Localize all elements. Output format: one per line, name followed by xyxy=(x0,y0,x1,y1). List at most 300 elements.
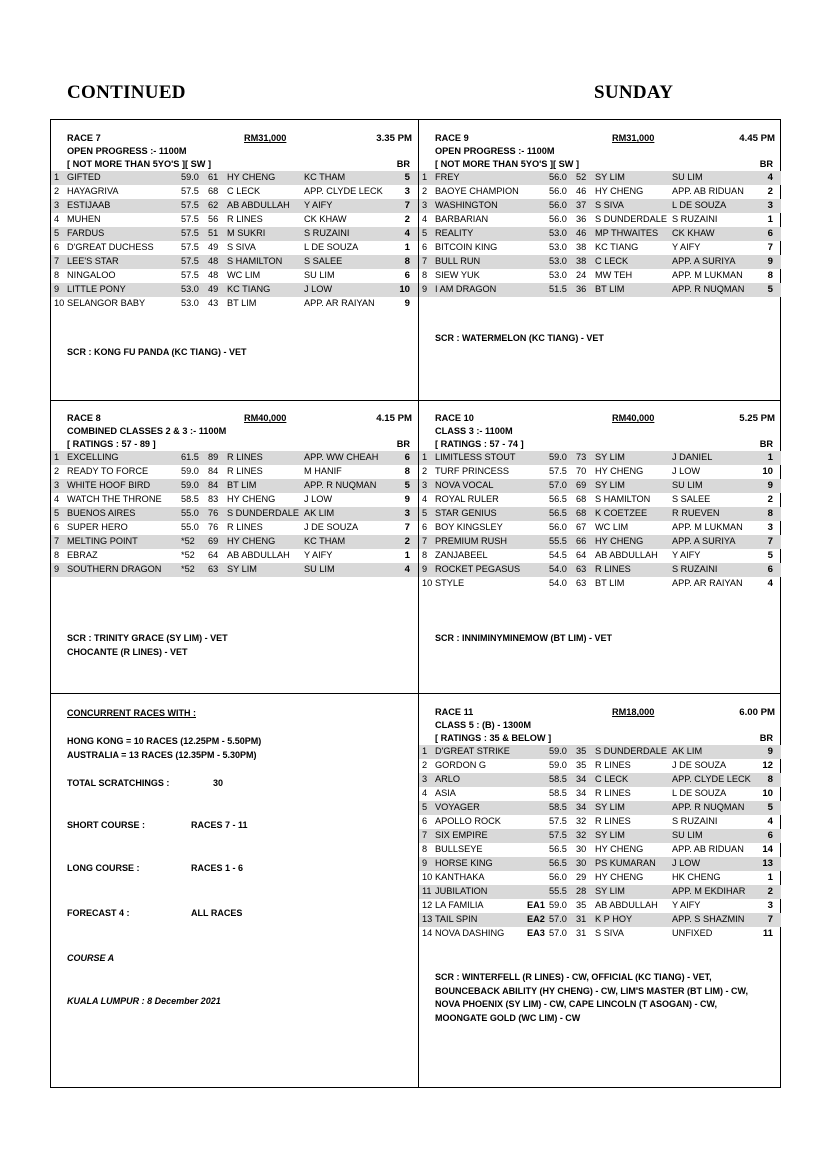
weight: 55.0 xyxy=(181,508,199,518)
rating: 38 xyxy=(576,242,587,252)
weight: *52 xyxy=(181,564,195,574)
weight: 55.0 xyxy=(181,522,199,532)
grid-divider-1 xyxy=(51,400,780,401)
weight: 59.0 xyxy=(549,746,567,756)
jockey: AB ABDULLAH xyxy=(227,200,290,210)
trainer: SU LIM xyxy=(672,830,703,840)
runner-row xyxy=(419,227,781,241)
runner-row xyxy=(419,535,781,549)
horse-name: BUENOS AIRES xyxy=(67,508,136,518)
trainer: R RUEVEN xyxy=(672,508,720,518)
horse-name: NOVA VOCAL xyxy=(435,480,494,490)
runner-number: 6 xyxy=(422,816,428,826)
jockey: BT LIM xyxy=(227,480,257,490)
trainer: M HANIF xyxy=(304,466,342,476)
runner-row xyxy=(51,465,418,479)
jockey: AB ABDULLAH xyxy=(227,550,290,560)
scratching-line: SCR : WINTERFELL (R LINES) - CW, OFFICIAL (KC TIANG) - VET, xyxy=(435,972,712,982)
race-number: RACE 8 xyxy=(67,413,101,423)
weight: 55.5 xyxy=(549,536,567,546)
race-time: 5.25 PM xyxy=(739,413,775,424)
horse-name: ESTIJAAB xyxy=(67,200,111,210)
jockey: SY LIM xyxy=(595,452,625,462)
jockey: AB ABDULLAH xyxy=(595,900,658,910)
weight: 51.5 xyxy=(549,284,567,294)
weight: 58.5 xyxy=(549,774,567,784)
long-course-label: LONG COURSE : xyxy=(67,863,140,873)
jockey: R LINES xyxy=(227,214,263,224)
trainer: APP. CLYDE LECK xyxy=(304,186,383,196)
trainer: SU LIM xyxy=(304,270,335,280)
runner-row xyxy=(419,871,781,885)
jockey: S DUNDERDALE xyxy=(227,508,299,518)
trainer: SU LIM xyxy=(672,480,703,490)
horse-name: LITTLE PONY xyxy=(67,284,126,294)
runner-row xyxy=(51,171,418,185)
trainer: APP. R NUQMAN xyxy=(304,480,377,490)
barrier-header: BR xyxy=(759,159,773,169)
barrier: 9 xyxy=(404,494,410,505)
barrier: 3 xyxy=(404,186,410,197)
jockey: S SIVA xyxy=(595,200,624,210)
jockey: S HAMILTON xyxy=(227,256,283,266)
runner-row xyxy=(419,241,781,255)
barrier: 1 xyxy=(767,452,773,463)
scratchings xyxy=(435,971,748,1025)
barrier: 13 xyxy=(762,858,773,869)
horse-name: SOUTHERN DRAGON xyxy=(67,564,162,574)
horse-name: BAOYE CHAMPION xyxy=(435,186,519,196)
race-number: RACE 7 xyxy=(67,133,101,143)
race-prize: RM40,000 xyxy=(244,413,287,423)
rating: 63 xyxy=(576,578,587,588)
runner-row xyxy=(51,255,418,269)
horse-name: ASIA xyxy=(435,788,456,798)
jockey: C LECK xyxy=(227,186,261,196)
race-header xyxy=(51,133,418,146)
weight: 59.0 xyxy=(549,760,567,770)
horse-name: SIX EMPIRE xyxy=(435,830,488,840)
scratch-value: 30 xyxy=(213,778,224,788)
barrier: 6 xyxy=(767,564,773,575)
trainer: UNFIXED xyxy=(672,928,713,938)
weight: 54.0 xyxy=(549,578,567,588)
weight: 57.5 xyxy=(181,242,199,252)
barrier: 8 xyxy=(767,508,773,519)
runner-list xyxy=(419,171,781,297)
barrier: 7 xyxy=(404,200,410,211)
scratching-line: MOONGATE GOLD (WC LIM) - CW xyxy=(435,1012,581,1023)
weight: 56.0 xyxy=(549,186,567,196)
runner-row xyxy=(419,927,781,941)
weight: 57.5 xyxy=(181,270,199,280)
rating: 48 xyxy=(208,270,219,280)
race-7-panel xyxy=(51,133,418,357)
race-prize: RM40,000 xyxy=(612,413,655,423)
jockey: SY LIM xyxy=(595,480,625,490)
horse-name: MELTING POINT xyxy=(67,536,138,546)
course-label: COURSE A xyxy=(67,953,115,963)
runner-row xyxy=(419,843,781,857)
weight: 55.5 xyxy=(549,886,567,896)
barrier: 2 xyxy=(767,886,773,897)
barrier: 11 xyxy=(762,928,773,939)
jockey: HY CHENG xyxy=(595,844,644,854)
runner-list xyxy=(419,745,781,941)
runner-row xyxy=(419,759,781,773)
forecast-value: ALL RACES xyxy=(191,908,243,918)
runner-row xyxy=(51,241,418,255)
horse-name: NOVA DASHING xyxy=(435,928,505,938)
horse-name: WASHINGTON xyxy=(435,200,498,210)
trainer: APP. M LUKMAN xyxy=(672,270,743,280)
rating: 32 xyxy=(576,830,587,840)
runner-row xyxy=(419,171,781,185)
runner-row xyxy=(51,535,418,549)
trainer: APP. CLYDE LECK xyxy=(672,774,751,784)
jockey: R LINES xyxy=(227,452,263,462)
scratching-line: CHOCANTE (R LINES) - VET xyxy=(67,646,188,657)
rating: 76 xyxy=(208,522,219,532)
weight: 56.5 xyxy=(549,844,567,854)
runner-row xyxy=(419,577,781,591)
jockey: K COETZEE xyxy=(595,508,648,518)
barrier: 9 xyxy=(767,746,773,757)
trainer: S RUZAINI xyxy=(672,214,718,224)
race-time: 3.35 PM xyxy=(376,133,412,144)
rating: 56 xyxy=(208,214,219,224)
runner-row xyxy=(51,185,418,199)
runner-row xyxy=(51,521,418,535)
trainer: J DE SOUZA xyxy=(304,522,359,532)
race-conditions-line xyxy=(51,159,418,171)
jockey: SY LIM xyxy=(227,564,257,574)
barrier: 5 xyxy=(767,284,773,295)
race-time: 4.45 PM xyxy=(739,133,775,144)
runner-row xyxy=(51,199,418,213)
race-11-panel xyxy=(419,707,781,1023)
trainer: SU LIM xyxy=(672,172,703,182)
rating: 84 xyxy=(208,466,219,476)
runner-row xyxy=(419,745,781,759)
horse-name: TURF PRINCESS xyxy=(435,466,510,476)
runner-number: 9 xyxy=(54,564,60,574)
concurrent-title: CONCURRENT RACES WITH : xyxy=(67,708,196,718)
weight: 58.5 xyxy=(549,802,567,812)
barrier: 1 xyxy=(404,550,410,561)
runner-row xyxy=(419,563,781,577)
weight: 53.0 xyxy=(549,242,567,252)
horse-name: FREY xyxy=(435,172,460,182)
weight: 58.5 xyxy=(181,494,199,504)
race-prize: RM31,000 xyxy=(612,133,655,143)
rating: 49 xyxy=(208,242,219,252)
horse-name: EBRAZ xyxy=(67,550,98,560)
rating: 64 xyxy=(576,550,587,560)
race-conditions-line xyxy=(419,439,781,451)
weight: 53.0 xyxy=(181,298,199,308)
barrier: 2 xyxy=(404,214,410,225)
barrier: 4 xyxy=(767,578,773,589)
barrier: 8 xyxy=(767,774,773,785)
horse-name: HORSE KING xyxy=(435,858,493,868)
scratchings xyxy=(67,346,247,360)
runner-row xyxy=(419,185,781,199)
jockey: AB ABDULLAH xyxy=(595,550,658,560)
race-conditions-line xyxy=(419,733,781,745)
runner-row xyxy=(419,857,781,871)
scratching-line: SCR : WATERMELON (KC TIANG) - VET xyxy=(435,333,604,343)
jockey: M SUKRI xyxy=(227,228,266,238)
rating: 35 xyxy=(576,900,587,910)
weight: *52 xyxy=(181,536,195,546)
info-panel xyxy=(51,694,418,1088)
runner-number: 8 xyxy=(422,844,428,854)
horse-name: STAR GENIUS xyxy=(435,508,497,518)
runner-number: 4 xyxy=(54,214,60,224)
horse-name: EXCELLING xyxy=(67,452,119,462)
trainer: SU LIM xyxy=(304,564,335,574)
barrier: 12 xyxy=(762,760,773,771)
runner-number: 11 xyxy=(422,886,432,896)
horse-name: WHITE HOOF BIRD xyxy=(67,480,151,490)
rating: 63 xyxy=(576,564,587,574)
jockey: HY CHENG xyxy=(595,872,644,882)
short-course-value: RACES 7 - 11 xyxy=(191,820,248,830)
race-number: RACE 9 xyxy=(435,133,469,143)
rating: 70 xyxy=(576,466,587,476)
horse-name: GIFTED xyxy=(67,172,101,182)
barrier: 7 xyxy=(767,914,773,925)
horse-name: SELANGOR BABY xyxy=(67,298,146,308)
horse-name: STYLE xyxy=(435,578,465,588)
runner-number: 2 xyxy=(54,466,60,476)
runner-row xyxy=(51,479,418,493)
runner-number: 7 xyxy=(422,256,428,266)
race-conditions: [ RATINGS : 57 - 89 ] xyxy=(67,439,156,449)
runner-number: 12 xyxy=(422,900,433,910)
rating: 35 xyxy=(576,746,587,756)
weight: 53.0 xyxy=(549,228,567,238)
scratch-label: TOTAL SCRATCHINGS : xyxy=(67,778,170,788)
runner-number: 3 xyxy=(422,480,428,490)
barrier: 14 xyxy=(762,844,773,855)
rating: 46 xyxy=(576,186,587,196)
race-conditions: [ NOT MORE THAN 5YO'S ][ SW ] xyxy=(67,159,212,169)
race-card-grid xyxy=(50,119,781,1088)
horse-name: PREMIUM RUSH xyxy=(435,536,507,546)
trainer: J DE SOUZA xyxy=(672,760,727,770)
barrier: 1 xyxy=(767,214,773,225)
jockey: S SIVA xyxy=(595,928,624,938)
barrier: 7 xyxy=(767,536,773,547)
jockey: C LECK xyxy=(595,774,629,784)
barrier: 4 xyxy=(767,816,773,827)
scratching-line: BOUNCEBACK ABILITY (HY CHENG) - CW, LIM'S MASTER (BT LIM) - CW, xyxy=(435,985,748,996)
trainer: L DE SOUZA xyxy=(304,242,359,252)
barrier-header: BR xyxy=(759,439,773,449)
rating: 64 xyxy=(208,550,219,560)
jockey: S DUNDERDALE xyxy=(595,214,667,224)
runner-row xyxy=(419,829,781,843)
concurrent-au: AUSTRALIA = 13 RACES (12.35PM - 5.30PM) xyxy=(67,750,257,760)
runner-number: 4 xyxy=(422,494,428,504)
barrier-header: BR xyxy=(396,159,410,169)
trainer: AK LIM xyxy=(304,508,335,518)
jockey: R LINES xyxy=(595,788,631,798)
horse-name: LIMITLESS STOUT xyxy=(435,452,516,462)
runner-row xyxy=(419,885,781,899)
race-conditions-line xyxy=(51,439,418,451)
runner-number: 8 xyxy=(54,550,60,560)
trainer: APP. M EKDIHAR xyxy=(672,886,746,896)
runner-row xyxy=(419,913,781,927)
rating: 34 xyxy=(576,788,587,798)
runner-number: 2 xyxy=(54,186,60,196)
runner-number: 2 xyxy=(422,466,428,476)
weight: 58.5 xyxy=(549,788,567,798)
horse-name: WATCH THE THRONE xyxy=(67,494,162,504)
weight: 57.5 xyxy=(181,256,199,266)
horse-name: KANTHAKA xyxy=(435,872,485,882)
jockey: S HAMILTON xyxy=(595,494,651,504)
runner-row xyxy=(51,507,418,521)
horse-name: FARDUS xyxy=(67,228,105,238)
barrier: 9 xyxy=(404,298,410,309)
trainer: APP. AB RIDUAN xyxy=(672,186,744,196)
race-conditions: [ RATINGS : 35 & BELOW ] xyxy=(435,733,552,743)
runner-row xyxy=(419,255,781,269)
jockey: KC TIANG xyxy=(595,242,639,252)
runner-row xyxy=(419,199,781,213)
runner-row xyxy=(419,507,781,521)
trainer: APP. M LUKMAN xyxy=(672,522,743,532)
runner-row xyxy=(419,213,781,227)
jockey: WC LIM xyxy=(227,270,261,280)
jockey: R LINES xyxy=(595,760,631,770)
horse-name: ZANJABEEL xyxy=(435,550,488,560)
runner-row xyxy=(51,283,418,297)
runner-row xyxy=(419,815,781,829)
rating: 67 xyxy=(576,522,587,532)
runner-number: 7 xyxy=(54,536,60,546)
rating: 76 xyxy=(208,508,219,518)
jockey: HY CHENG xyxy=(595,466,644,476)
weight: 57.5 xyxy=(181,228,199,238)
rating: 48 xyxy=(208,256,219,266)
race-conditions-line xyxy=(419,159,781,171)
barrier: 1 xyxy=(767,872,773,883)
horse-name: BULLSEYE xyxy=(435,844,483,854)
rating: 73 xyxy=(576,452,587,462)
horse-name: APOLLO ROCK xyxy=(435,816,501,826)
forecast-label: FORECAST 4 : xyxy=(67,908,130,918)
jockey: SY LIM xyxy=(595,830,625,840)
scratching-line: SCR : KONG FU PANDA (KC TIANG) - VET xyxy=(67,347,247,357)
trainer: Y AIFY xyxy=(304,550,333,560)
jockey: HY CHENG xyxy=(227,536,276,546)
barrier: 9 xyxy=(767,256,773,267)
barrier: 2 xyxy=(404,536,410,547)
trainer: APP. S SHAZMIN xyxy=(672,914,745,924)
race-header xyxy=(51,413,418,426)
jockey: SY LIM xyxy=(595,886,625,896)
weight: 53.0 xyxy=(181,284,199,294)
runner-row xyxy=(419,465,781,479)
barrier: 5 xyxy=(404,480,410,491)
jockey: BT LIM xyxy=(595,284,625,294)
trainer: Y AIFY xyxy=(672,242,701,252)
barrier: 2 xyxy=(767,494,773,505)
rating: 36 xyxy=(576,214,587,224)
jockey: C LECK xyxy=(595,256,629,266)
runner-number: 5 xyxy=(422,228,428,238)
jockey: MP THWAITES xyxy=(595,228,659,238)
horse-name: LEE'S STAR xyxy=(67,256,119,266)
horse-name: BITCOIN KING xyxy=(435,242,498,252)
trainer: APP. R NUQMAN xyxy=(672,802,745,812)
horse-name: ROCKET PEGASUS xyxy=(435,564,521,574)
runner-row xyxy=(51,563,418,577)
weight: 57.0 xyxy=(549,914,567,924)
runner-number: 8 xyxy=(422,270,428,280)
barrier: 2 xyxy=(767,186,773,197)
weight: 59.0 xyxy=(181,172,199,182)
runner-row xyxy=(419,269,781,283)
trainer: APP. R NUQMAN xyxy=(672,284,745,294)
runner-number: 9 xyxy=(422,858,428,868)
scratchings xyxy=(435,632,612,646)
runner-number: 3 xyxy=(54,480,60,490)
race-8-panel xyxy=(51,413,418,657)
rating: 66 xyxy=(576,536,587,546)
barrier: 6 xyxy=(767,830,773,841)
race-prize: RM18,000 xyxy=(612,707,655,717)
runner-number: 7 xyxy=(422,830,428,840)
runner-row xyxy=(419,773,781,787)
race-class: CLASS 5 : (B) - 1300M xyxy=(435,720,531,730)
runner-row xyxy=(51,269,418,283)
rating: 36 xyxy=(576,284,587,294)
trainer: APP. AR RAIYAN xyxy=(672,578,743,588)
scratchings xyxy=(67,632,228,659)
horse-name: HAYAGRIVA xyxy=(67,186,119,196)
jockey: SY LIM xyxy=(595,172,625,182)
weight: 53.0 xyxy=(549,256,567,266)
barrier: 3 xyxy=(404,508,410,519)
race-class: OPEN PROGRESS :- 1100M xyxy=(67,146,187,156)
weight: 54.0 xyxy=(549,564,567,574)
jockey: BT LIM xyxy=(595,578,625,588)
rating: 34 xyxy=(576,802,587,812)
race-9-panel xyxy=(419,133,781,343)
runner-row xyxy=(419,493,781,507)
trainer: Y AIFY xyxy=(672,900,701,910)
runner-number: 3 xyxy=(54,200,60,210)
jockey: HY CHENG xyxy=(227,494,276,504)
runner-list xyxy=(51,171,418,311)
horse-name: SUPER HERO xyxy=(67,522,128,532)
weight: 57.0 xyxy=(549,928,567,938)
place-date: KUALA LUMPUR : 8 December 2021 xyxy=(67,996,221,1006)
barrier-header: BR xyxy=(396,439,410,449)
runner-row xyxy=(419,899,781,913)
runner-row xyxy=(419,549,781,563)
runner-list xyxy=(51,451,418,577)
horse-name: I AM DRAGON xyxy=(435,284,497,294)
short-course-label: SHORT COURSE : xyxy=(67,820,146,830)
jockey: S SIVA xyxy=(227,242,256,252)
